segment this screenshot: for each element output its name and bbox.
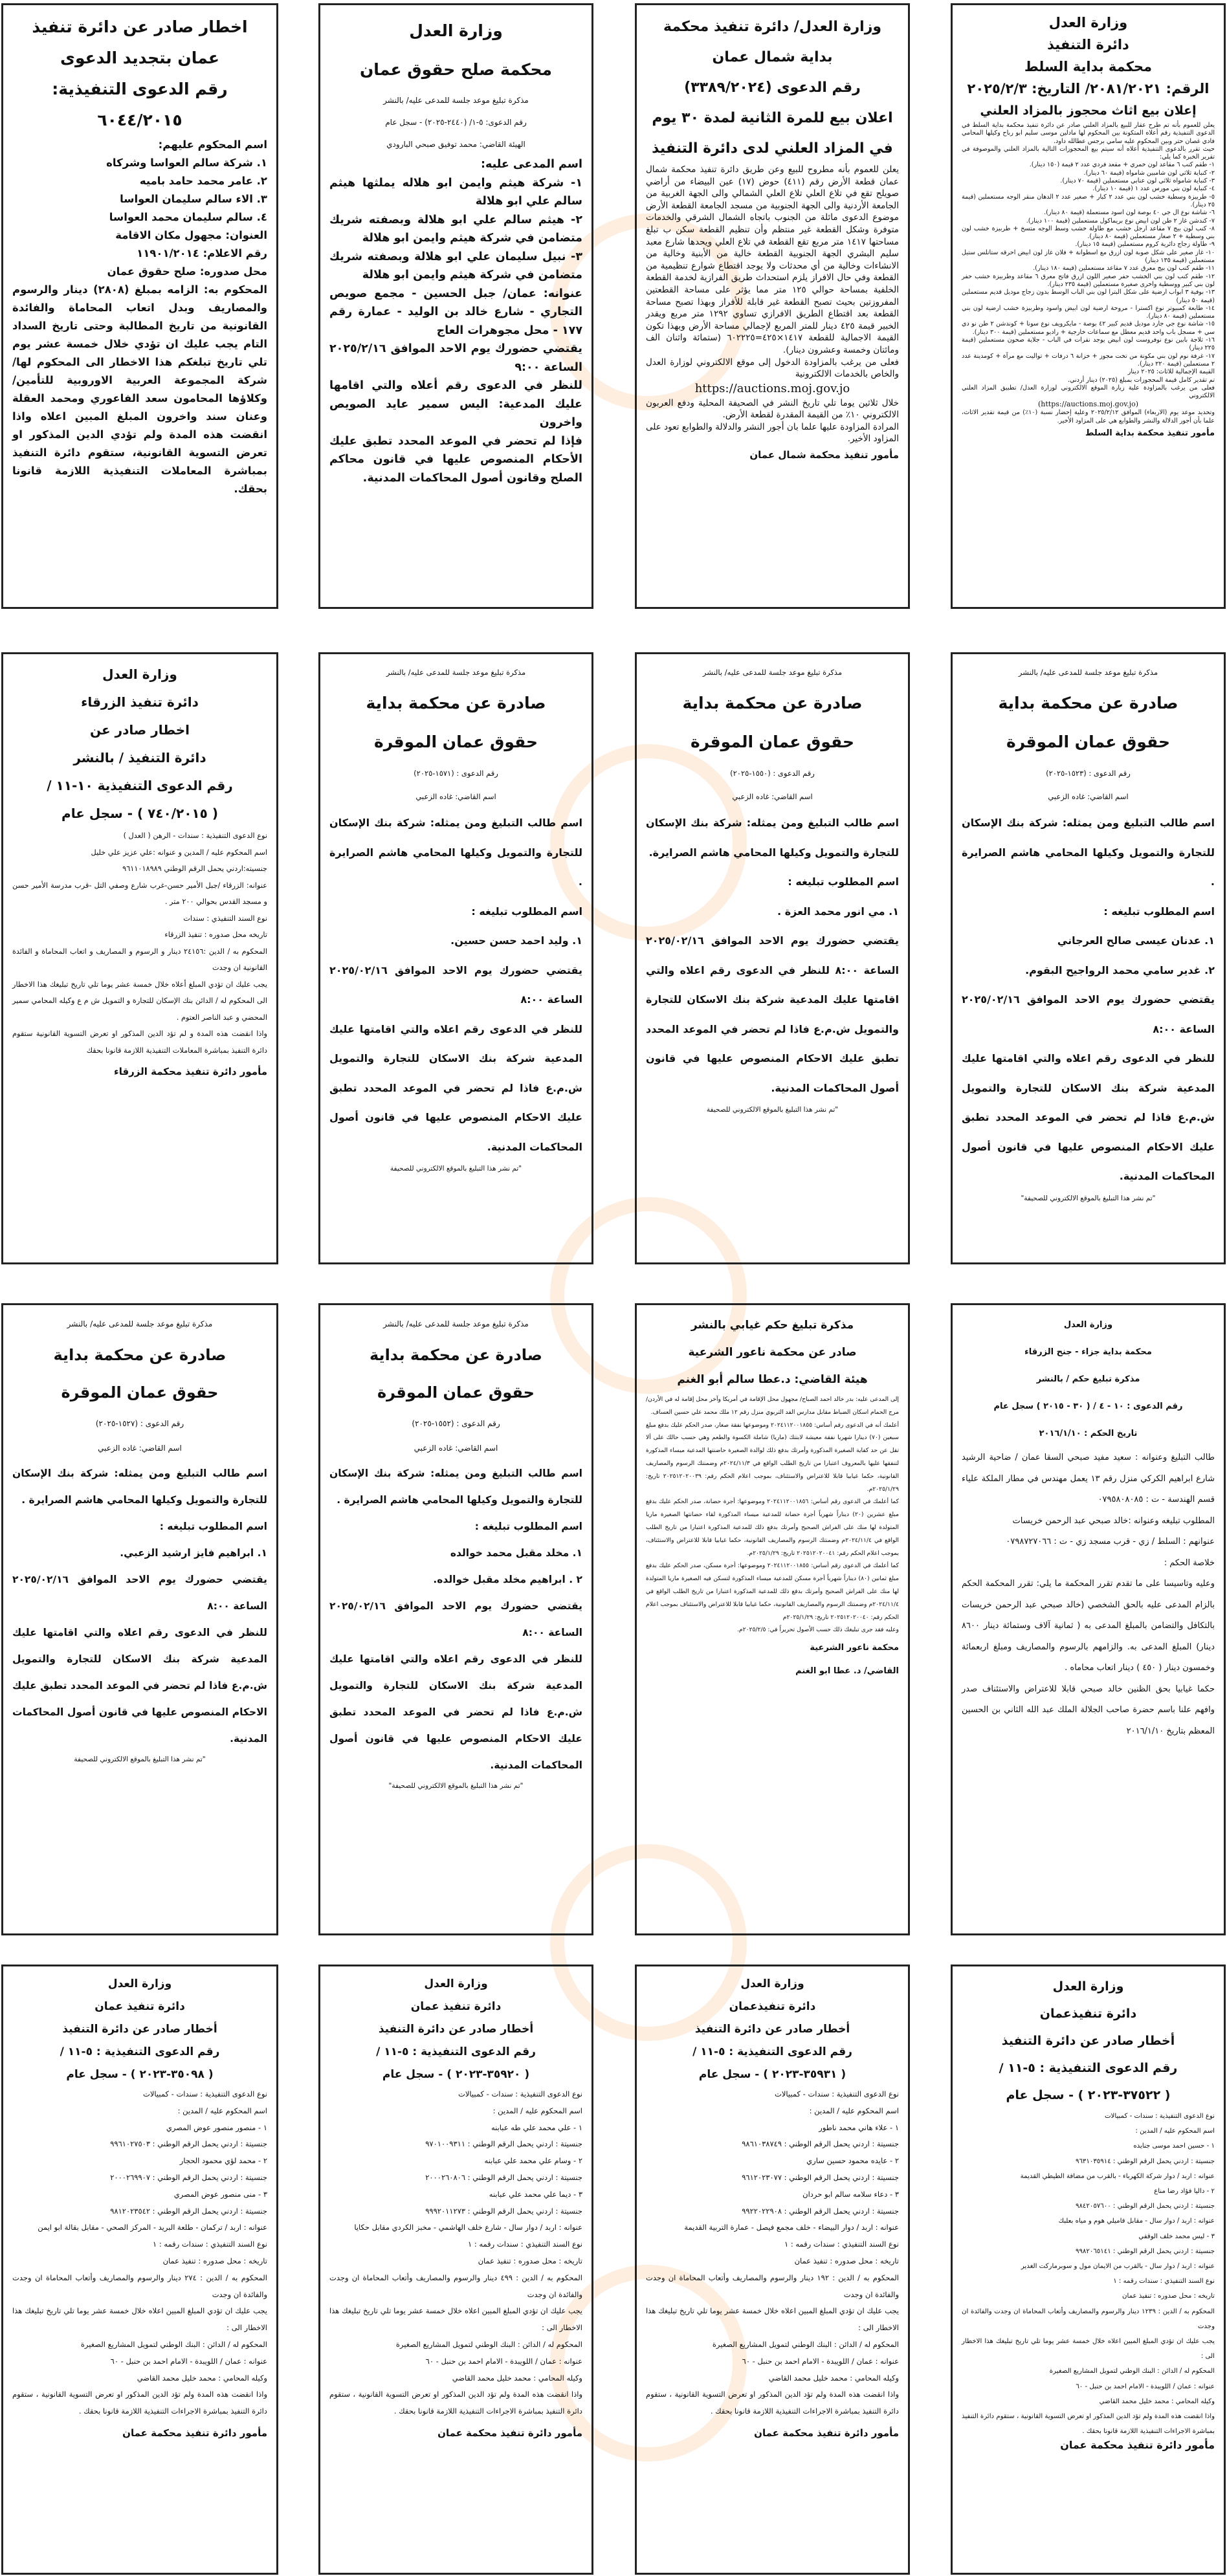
notice-paragraph: وكيله المحامي : محمد خليل محمد القاضي — [1099, 2397, 1215, 2405]
notice-meta: اسم القاضي: غاده الزعبي — [732, 792, 813, 801]
notice-heading: رقم الدعوى التنفيذية : ٥-١١ / — [376, 2045, 536, 2058]
notice-paragraph: للنظر في الدعوى رقم اعلاه والتي اقامتها عليك المدعية شركة بنك الاسكان للتجارة والتمويل ش.م.ع فاذا لم تحضر في الموعد المحدد تطبق عليك الاحكام المنصوص عليها في قانون أصول المحاكمات المدنية. — [12, 1627, 267, 1745]
publication-note: "تم نشر هذا التبليغ بالموقع الالكتروني للصحيفة — [74, 1756, 206, 1763]
notice-paragraph: جنسيتة : اردني يحمل الرقم الوطني : ٢٠٠٠٢٦٩٩٠٧ — [110, 2172, 267, 2182]
legal-notice — [318, 3, 593, 609]
notice-paragraph: المحكوم له / الدائن : البنك الوطني لتمويل المشاريع الصغيرة — [80, 2339, 267, 2349]
notice-paragraph: المحكوم له / الدائن : البنك الوطني لتمويل المشاريع الصغيرة — [712, 2339, 899, 2349]
notice-paragraph: اسم المطلوب تبليغه : — [159, 1521, 267, 1532]
notice-paragraph: واذا انقضت هذه المدة ولم تؤد الدين المذكور او تعرض التسوية القانونية ، ستقوم دائرة التنفيذ بمباشرة الاجراءات التنفيذية اللازمة قانونا بحقك . — [962, 2413, 1215, 2436]
notice-heading: رقم الدعوى التنفيذية: — [52, 80, 228, 98]
notice-meta: مذكرة تبليغ موعد جلسة للمدعى عليه/ بالنشر — [67, 1319, 213, 1328]
notice-heading: دائرة التنفيذ — [1047, 37, 1129, 52]
notice-heading: حقوق عمان الموقرة — [1006, 732, 1171, 751]
notice-paragraph: ٢ . ابراهيم مخلد مقبل خوالده. — [433, 1574, 582, 1585]
legal-notice — [1, 3, 278, 609]
notice-subheading: تاريخ الحكم : ٢٠١٦/١/١٠ — [1039, 1429, 1138, 1438]
notice-paragraph: ٣ - دعاء سلامه سالم ابو حردان — [802, 2189, 899, 2199]
notice-paragraph: فإذا لم تحضر في الموعد المحدد تطبق عليك الأحكام المنصوص عليها في قانون محاكم الصلح وقانون أصول المحاكمات المدنية. — [329, 434, 582, 485]
notice-heading: في المزاد العلني لدى دائرة التنفيذ — [652, 140, 893, 157]
notice-signature: مأمور تنفيذ محكمة بداية السلط — [1085, 428, 1215, 438]
notice-paragraph: ١ - منصور منصور عوض المصري — [166, 2122, 267, 2132]
notice-paragraph: جنسيتة : اردني يحمل الرقم الوطني : ٩٦٣١٠٣٥٩١٤ — [1075, 2157, 1215, 2165]
notice-meta: رقم الدعوى : (١٥٥٠-٢٠٢٥) — [730, 769, 815, 778]
notice-meta: مذكرة تبليغ موعد جلسة للمدعى عليه/ بالنشر — [383, 96, 529, 105]
publication-note: "تم نشر هذا التبليغ بالموقع الالكتروني للصحيفة" — [1021, 1194, 1156, 1202]
notice-paragraph: ٩- طاولة زجاج دائرية كروم مستعملين (قيمة ١٥ دينار). — [1075, 241, 1215, 248]
notice-paragraph: نوع السند التنفيذي : سندات رقمه : ١ — [1113, 2278, 1215, 2285]
notice-heading: الرقم: ٢٠٨١/٢٠٢١/ التاريخ: ٢٠٢٥/٢/٣ — [967, 81, 1210, 96]
notice-paragraph: نوع السند التنفيذي : سندات رقمه : ١ — [153, 2240, 267, 2249]
notice-paragraph: اسم طالب التبليغ ومن يمثله: شركة بنك الإسكان للتجارة والتمويل وكيلها المحامي هاشم الصرايرة . — [329, 1468, 582, 1506]
notice-meta: مذكرة تبليغ موعد جلسة للمدعى عليه/ بالنشر — [702, 668, 843, 677]
notice-subheading: مذكرة تبليغ حكم / بالنشر — [1036, 1374, 1140, 1384]
notice-paragraph: اسم المطلوب تبليغه : — [1103, 905, 1215, 918]
notice-signature: محكمة ناعور الشرعية — [810, 1643, 899, 1653]
notice-paragraph: يعلن للعموم بأنه مطروح للبيع وعن طريق دائرة تنفيذ محكمة شمال عمان قطعة الأرض رقم (٤١١) حوض (١٧) عين البيضاء من أراضي صويلح تقع في تلاع العلي تلاع العلي الشمالي والى الجهة الغربية من الجامعة الأردنية والى الجهة الجنوبية من مسجد الجامعة القطعة الأرض موضوع الدعوى مائلة من الجنوب باتجاه الشمال الشرقي والخدمات متوفرة وشكل القطعة غير منتظم وأن تنظيم القطعة سكن ب تبلغ مساحتها ١٤١٧ متر مربع تقع القطعة في تلاع العلي ويحدها شارع معبد سليم البشري الجهة الجنوبية القطعة خالية من الأبنية وخالية من الانشاءات وخالية من أي محدثات ولا يوجد اقتطاع شوارع تنظيمية من القطعة وفي حال الافراز يلزم استحداث طريق الفرازية لخدمة القطعة الخلفية بمساحة حوالي ١٢٥ متر مما يؤثر على مساحة القطعتين المفروزتين بحيث تصبح القطعة غير قابلة للأفراز وبهذا تصبح مساحة القطعة بعد اقتطاع الطريق الافرازي تساوي ١٢٩٢ متر مربع ويقدر الخبير قيمة ٤٢٥ دينار للمتر المربع لإجمالي مساحة الأرض وبهذا تكون القيمة الاجمالية للقطعة ١٤١٧×٤٢٥=٦٠٢٢٢٥ (ستمائة واثنان الف ومائتان وخمسة وعشرون دينار). — [646, 164, 900, 355]
notice-paragraph: ١ - حسين احمد موسى جنايده — [1133, 2142, 1215, 2150]
legal-notice — [318, 1965, 593, 2575]
notice-paragraph: العنوان: مجهول مكان الاقامة — [115, 229, 267, 241]
notice-paragraph: جنسيتة : اردني يحمل الرقم الوطني : ٩٨١٢٠٢٣٥٤٢ — [110, 2206, 267, 2216]
notice-heading: أخطار صادر عن دائرة التنفيذ — [378, 2023, 534, 2036]
notice-paragraph: ١٥- شاشة نوع جي جارد موديل قديم كبير ٤٢ بوصة - مايكرويف نوع سونا + كوندشن ٢ طن نو دي سي + مسجل باب واحد قديم معطل مع سماعات خارجية + راديو مستعملين (قيمة ٣٠٠ دينار). — [962, 320, 1215, 336]
notice-heading: وزارة العدل — [102, 666, 177, 682]
notice-paragraph: يجب عليك ان تؤدي المبلغ المبين اعلاه خلال خمسة عشر يوما تلي تاريخ تبليغك هذا الاخطار الى : — [329, 2306, 582, 2333]
notice-paragraph: وكيله المحامي : محمد خليل محمد القاضي — [452, 2373, 582, 2383]
notice-paragraph: عنوانه : اربد / تركمان - طلعة البريد - المركز الصحي - مقابل بقالة ابو ايمن — [38, 2223, 267, 2232]
notice-signature: مأمور دائرة تنفيذ محكمة الزرقاء — [114, 1066, 267, 1077]
notice-paragraph: يجب عليك ان تؤدي المبلغ المبين اعلاه خلال خمسة عشر يوما تلي تاريخ تبليغك هذا الاخطار الى : — [962, 2338, 1215, 2361]
notice-paragraph: نوع الدعوى التنفيذية : سندات - كمبيالات — [775, 2089, 899, 2098]
notice-paragraph: نوع السند التنفيذي : سندات رقمه : ١ — [468, 2240, 582, 2249]
notice-paragraph: المحكوم به / الدين : ١٩٢ دينار والرسوم والمصاريف وأتعاب المحاماة ان وجدت والفائدة ان وجدت — [646, 2273, 899, 2299]
notice-paragraph: ٣ - منى منصور عوض المصري — [173, 2189, 267, 2199]
notice-paragraph: اسم المحكوم عليه / المدين : — [809, 2106, 899, 2115]
notice-heading: اعلان بيع للمرة الثانية لمدة ٣٠ يوم — [652, 110, 893, 126]
notice-meta: رقم الدعوى : (١٥٢٣-٢٠٢٥) — [1046, 769, 1131, 778]
notice-signature: القاضي/ د. عطا ابو الغنم — [795, 1666, 899, 1677]
notice-meta: اسم القاضي: غاده الزعبي — [1048, 792, 1129, 801]
notice-paragraph: وعليه وتاسيسا على ما تقدم تقرر المحكمة ما يلي: تقرر المحكمة الحكم بالزام المدعى عليه بالحق الشخصي (خالد صبحي عبد الرحمن خريسات بالتكافل والتضامن بالمبلغ المدعى به ( ثمانية آلاف وستمائة دينار ٨٦٠٠ دينار) المبلغ المدعى به. والزامهم بالرسوم والمصاريف ومبلغ اربعمائة وخمسون دينار ( ٤٥٠ ) دينار اتعاب محاماه . — [962, 1579, 1215, 1673]
notice-heading: صادرة عن محكمة بداية — [370, 1346, 542, 1364]
notice-heading: دائرة تنفيذعمان — [1039, 2007, 1137, 2021]
notice-meta: اسم القاضي: غاده الزعبي — [98, 1444, 182, 1453]
notice-paragraph: اسم المحكوم عليه / المدين : — [492, 2106, 582, 2115]
notice-paragraph: ٣. الاء سالم سليمان العواسا — [120, 193, 267, 205]
notice-paragraph: جنسيتة : اردني يحمل الرقم الوطني : ٩٨٦١٠٣٨٧٤٩ — [742, 2139, 899, 2149]
notice-paragraph: ١. مخلد مقبل محمد خوالده — [450, 1547, 582, 1559]
notice-paragraph: تاريخه : محل صدوره : تنفيذ عمان — [794, 2256, 899, 2265]
notice-paragraph: اسم المحكوم عليهم: — [158, 138, 267, 151]
notice-paragraph: حكما غيابيا بحق الظنين خالد صبحي قابلا للاعتراض والاستئناف صدر وافهم علنا باسم حضرة صاحب الجلالة الملك عبد الله الثاني بن الحسين المعظم بتاريخ ٢٠١٦/١/١٠ — [962, 1684, 1215, 1736]
notice-meta: رقم الدعوى: ٥-١/ (٢٤٤٠-٢٠٢٥) - سجل عام — [385, 118, 527, 127]
notice-paragraph: ٢ - محمد لؤي محمود الحجار — [179, 2156, 267, 2166]
legal-notice — [318, 652, 593, 1264]
legal-notice — [951, 1303, 1226, 1935]
legal-notice — [635, 1303, 910, 1935]
notice-heading: دائرة التنفيذ / بالنشر — [73, 750, 206, 765]
notice-meta: مذكرة تبليغ موعد جلسة للمدعى عليه/ بالنشر — [1018, 668, 1158, 677]
notice-paragraph: إلى المدعى عليه: بدر خالد احمد الصباح/ مجهول محل الإقامة في أمريكا وآخر محل إقامة له في الأردن/ مرج الحمام اسكان الضباط مقابل مدارس الفد التربوي منزل رقم ١٢ ملك محمد علي حسين العساف. — [646, 1396, 899, 1416]
notice-paragraph: ١. ابراهيم فايز ارشيد الزعبي. — [120, 1547, 267, 1559]
notice-paragraph: تاريخه محل صدوره : تنفيذ الزرقاء — [164, 930, 267, 939]
notice-subheading: وزارة العدل — [1063, 1320, 1113, 1330]
legal-notice — [951, 1965, 1226, 2575]
notice-paragraph: ١. شركة سالم العواسا وشركاه — [106, 157, 267, 169]
notice-heading: صادرة عن محكمة بداية — [682, 694, 863, 712]
notice-paragraph: ٧- كندشن غاز ٢ طن لون ابيض نوع بريماكول مستعملين (قيمة ١٠٠ دينار). — [1026, 217, 1215, 225]
notice-heading: وزارة العدل — [740, 1977, 804, 1990]
notice-paragraph: عنوانه : اربد / دوار سال - مقابل فاميلي هوم و مياه بعلبك — [1058, 2218, 1215, 2225]
notice-heading: دائرة تنفيذ عمان — [410, 2000, 502, 2013]
notice-paragraph: واذا انقضت هذه المدة ولم تؤد الدين المذكور او تعرض التسوية القانونية ، ستقوم دائرة التنفيذ بمباشرة الاجراءات التنفيذية اللازمة قانونا بحقك . — [12, 2390, 267, 2416]
publication-note: "تم نشر هذا التبليغ بالموقع الالكتروني للصحيفة — [390, 1165, 522, 1172]
notice-paragraph: ١ - علاء هاني محمد ناطور — [819, 2122, 899, 2132]
notice-paragraph: وكيله المحامي : محمد خليل محمد القاضي — [768, 2373, 899, 2383]
notice-paragraph: ١. وليد احمد حسن حسين. — [450, 934, 582, 947]
notice-heading: وزارة العدل — [1052, 1979, 1124, 1994]
notice-paragraph: المرادة المزاودة عليها علما بان أجور النشر والدلالة والطوابع تعود على المزاود الأخير. — [646, 421, 899, 445]
notice-paragraph: يجب عليك ان تؤدي المبلغ أعلاه خلال خمسة عشر يوما تلي تاريخ تبليغك هذا الاخطار الى المحكوم له / الدائن بنك الإسكان للتجارة و التمويل ش م ع وكيله المحامي سمير المحضي و عبد الناصر العتوم . — [12, 980, 267, 1022]
notice-paragraph: وعليه فقد جرى تبليغك ذلك حسب الأصول تحريراً في: ٢٠٢٥/٢/٥م. — [737, 1626, 899, 1634]
notice-paragraph: للنظر في الدعوى رقم أعلاه والتي اقامها عليك المدعية: اليس سمير عايد الصويص واخرون — [329, 379, 582, 429]
auction-link[interactable]: (https://auctions.moj.gov.jo) — [1038, 400, 1138, 409]
notice-paragraph: ٣- نبيل سليمان علي ابو هلالة وبصفته شريك متضامن في شركة هيثم وايمن ابو هلالة — [329, 250, 582, 281]
notice-meta: اسم القاضي: غاده الزعبي — [415, 792, 496, 801]
notice-paragraph: ٢- كنباية ثلاثي لون شامبين شامواه (قيمة ٦٠ دينار). — [1083, 169, 1215, 177]
notice-heading: ( ٣٧٥٢٢-٢٠٢٣ ) - سجل عام — [1006, 2088, 1171, 2102]
notice-paragraph: تم تقدير كامل قيمة المحجوزات بمبلغ (٢٠٢٥) دينار أردني. — [1067, 376, 1215, 384]
notice-heading: رقم الدعوى التنفيذية : ٥-١١ / — [60, 2045, 220, 2058]
notice-paragraph: جنسيتة : اردني يحمل الرقم الوطني : ٩٦١٢٠٢٣٠٧٧ — [742, 2172, 899, 2182]
notice-signature: مأمور دائرة تنفيذ محكمة عمان — [1060, 2439, 1215, 2452]
notice-paragraph: كما أعلمك في الدعوى رقم أساس: ٢٠٢٤١١٢٠٠١٨٥٥ وموضوعها: أجرة مسكن، صدر الحكم عليك بدفع مبلغ ثمانين (٨٠) ديناراً شهرياً أجرة مسكن للمدعية ميساء المذكورة لتسكن فيه الصغيرة ماريا المتولدة لها منك على الفراش الصحيح وأمرتك بدفع ذلك للمدعية المذكورة اعتبارا من تاريخ الطلب الواقع في ٢٠٢٤/١١/٤م وضمنتك الرسوم والمصاريف القانونية، حكما غيابيا قابلا للاعتراض والاستئناف بموجب اعلام الحكم رقم: ٢٠٢٥١٢٠٢٠٠٤٠ تاريخ: ٢٠٢٥/١/٢٩م — [646, 1562, 899, 1621]
legal-notice — [635, 652, 910, 1264]
notice-heading: حقوق عمان الموقرة — [373, 732, 538, 751]
notice-paragraph: اسم المطلوب تبليغه : — [474, 1521, 582, 1532]
notice-meta: رقم الدعوى : (١٥٥٢-٢٠٢٥) — [412, 1419, 500, 1428]
notice-heading: ( ٧٤٠/٢٠١٥ ) - سجل عام — [61, 806, 218, 821]
notice-heading: دائرة تنفيذعمان — [729, 2000, 816, 2013]
notice-paragraph: عنوانه: عمان/ جبل الحسين - مجمع صويص التجاري - شارع خالد بن الوليد - عمارة رقم ١٧٧ - محل مجوهرات العاج — [329, 287, 582, 337]
notice-heading: ( ٣٥٩٣١-٢٠٢٣ ) - سجل عام — [698, 2068, 846, 2081]
notice-heading: وزارة العدل — [424, 1977, 488, 1990]
notice-meta: الهيئة القاضي: محمد توفيق صبحي البارودي — [386, 140, 525, 149]
notice-paragraph: عنوانه : عمان / اللويبدة - الامام احمد بن حنبل - ٦٠ — [1076, 2383, 1215, 2390]
notice-signature: مأمور دائرة تنفيذ محكمة عمان — [754, 2427, 899, 2439]
notice-heading: وزارة العدل — [1048, 15, 1128, 30]
notice-paragraph: ١. مي انور محمد العزة . — [777, 905, 899, 918]
notice-paragraph: محل صدوره: صلح حقوق عمان — [107, 265, 267, 278]
notice-paragraph: يجب عليك ان تؤدي المبلغ المبين اعلاه خلال خمسة عشر يوما تلي تاريخ تبليغك هذا الاخطار الى : — [646, 2306, 899, 2333]
notice-heading: ٦٠٤٤/٢٠١٥ — [97, 111, 182, 129]
notice-paragraph: للنظر في الدعوى رقم اعلاه والتي اقامتها عليك المدعية شركة بنك الاسكان للتجارة والتمويل ش.م.ع فاذا لم تحضر في الموعد المحدد تطبق عليك الاحكام المنصوص عليها في قانون أصول المحاكمات المدنية. — [329, 1022, 582, 1153]
notice-paragraph: ٤. سالم سليمان محمد العواسا — [109, 211, 267, 223]
notice-paragraph: اسم المطلوب تبليغه : — [788, 875, 899, 888]
notice-paragraph: طالب التبليغ وعنوانه : سعيد مفيد صبحي السقا عمان / ضاحية الرشيد شارع ابراهيم الكركي منزل رقم ١٣ يعمل مهندس في مطار الملكة علياء قسم الهندسة - ت : ٠٧٩٥٨٠٨٠٨٥ — [962, 1453, 1215, 1504]
notice-paragraph: للنظر في الدعوى رقم اعلاه والتي اقامتها عليك المدعية شركة بنك الاسكان للتجارة والتمويل ش.م.ع فاذا لم تحضر في الموعد المحدد تطبق عليك الاحكام المنصوص عليها في قانون أصول المحاكمات المدنية. — [962, 1052, 1215, 1182]
notice-paragraph: يقتضي حضورك يوم الاحد الموافق ٢٠٢٥/٢/١٦ الساعة ٩:٠٠ — [329, 342, 582, 374]
auction-link[interactable]: https://auctions.moj.gov.jo — [694, 381, 850, 395]
notice-heading: ( ٣٥٩٢٠-٢٠٢٣ ) - سجل عام — [382, 2068, 530, 2081]
notice-paragraph: ٢ - داليا فؤاد رضا مناع — [1154, 2188, 1215, 2196]
notice-paragraph: المحكوم به / الدين : ١٢٣٩ دينار والرسوم والمصاريف وأتعاب المحاماة ان وجدت والفائدة ان وجدت — [962, 2307, 1215, 2330]
notice-paragraph: ١. عدنان عيسى صالح العرجاني — [1057, 934, 1215, 947]
notice-heading: أخطار صادر عن دائرة التنفيذ — [694, 2023, 850, 2036]
notice-heading: أخطار صادر عن دائرة التنفيذ — [62, 2023, 217, 2036]
notice-paragraph: المطلوب تبليغه وعنوانه :خالد صبحي عبد الرحمن خريسات — [1012, 1515, 1215, 1526]
notice-paragraph: ١٤- طابعة كمبيوتر نوع اكسترا - مروحة ارضية لون ابيض واسود وطربيزة خشب ارضية لون بني مستعملين (قيمة ٨٠ دينار). — [962, 304, 1215, 320]
notice-heading: وزارة العدل — [107, 1977, 172, 1990]
notice-paragraph: اسم طالب التبليغ ومن يمثله: شركة بنك الإسكان للتجارة والتمويل وكيلها المحامي هاشم الصرايرة . — [329, 817, 582, 888]
notice-heading: محكمة صلح حقوق عمان — [359, 60, 553, 79]
notice-paragraph: للنظر في الدعوى رقم اعلاه والتي اقامتها عليك المدعية شركة بنك الاسكان للتجارة والتمويل ش.م.ع فاذا لم تحضر في الموعد المحدد تطبق عليك الاحكام المنصوص عليها في قانون أصول المحاكمات المدنية. — [329, 1653, 582, 1771]
publication-note: "تم نشر هذا التبليغ بالموقع الالكتروني للصحيفة" — [388, 1782, 524, 1790]
notice-heading: اخطار صادر عن دائرة تنفيذ — [32, 17, 248, 36]
notice-paragraph: يقتضي حضورك يوم الاحد الموافق ٢٠٢٥/٠٢/١٦ الساعة ٨:٠٠ — [329, 1600, 582, 1638]
notice-paragraph: يجب عليك ان تؤدي المبلغ المبين اعلاه خلال خمسة عشر يوما تلي تاريخ تبليغك هذا الاخطار الى : — [12, 2306, 267, 2333]
notice-meta: اسم القاضي: غاده الزعبي — [414, 1444, 498, 1453]
notice-heading: اخطار صادر عن — [90, 722, 190, 738]
notice-paragraph: ٣- كنباية شامواه ثلاثي لون عنابي مستعملين (قيمة ٧٠ دينار). — [1060, 177, 1215, 185]
notice-heading: صادر عن محكمة ناعور الشرعية — [688, 1346, 857, 1359]
notice-paragraph: اسم طالب التبليغ ومن يمثله: شركة بنك الإسكان للتجارة والتمويل وكيلها المحامي هاشم الصرايرة . — [12, 1468, 267, 1506]
notice-paragraph: عنوانه : اربد / دوار سال - شارع خلف الهاشمي - مخبز الكردي مقابل حكايا — [354, 2223, 582, 2232]
notice-meta: رقم الدعوى : (١٥٢٧-٢٠٢٥) — [95, 1419, 184, 1428]
notice-paragraph: تاريخه : محل صدوره : تنفيذ عمان — [162, 2256, 267, 2265]
notice-paragraph: جنسيتة : اردني يحمل الرقم الوطني : ٩٩٢٢٠٢٢٩٠٨ — [742, 2206, 899, 2216]
notice-paragraph: اسم المدعى عليه: — [480, 158, 582, 171]
notice-meta: مذكرة تبليغ موعد جلسة للمدعى عليه/ بالنشر — [386, 668, 526, 677]
notice-paragraph: اسم طالب التبليغ ومن يمثله: شركة بنك الإسكان للتجارة والتمويل وكيلها المحامي هاشم الصرايرة . — [962, 817, 1215, 888]
notice-paragraph: المحكوم به: الزامه بمبلغ (٢٨٠٨) دينار والرسوم والمصاريف وبدل اتعاب المحاماة والفائدة القانونية من تاريخ المطالبة وحتى تاريخ السداد التام يجب عليك ان تؤدي خلال خمسة عشر يوم تلي تاريخ تبلغكم هذا الاخطار الى المحكوم لها/ شركة المجموعة العربية الاوروبية للتأمين/ وكلاؤها المحامون سعد الفاعوري ومحمد العقلة وعنان سند واخرون المبلغ المبين اعلاه واذا انقضت هذه المدة ولم تؤدي الدين المذكور او تعرض التسوية القانونية، ستقوم دائرة التنفيذ بمباشرة المعاملات التنفيذية اللازمة قانونا بحقك. — [12, 283, 267, 495]
notice-paragraph: ٥- طربيزة وسطية خشب لون بني عدد ٢ كبار + صغير عدد ٢ الدهان منقر الوجه مستعملين (قيمة ٢٥ دينار). — [962, 193, 1215, 208]
notice-paragraph: المحكوم به / الدين : ٤٩٩ دينار والرسوم والمصاريف وأتعاب المحاماة ان وجدت والفائدة ان وجدت — [329, 2273, 582, 2299]
notice-heading: صادرة عن محكمة بداية — [998, 694, 1178, 712]
notice-paragraph: جنسيتة : اردني يحمل الرقم الوطني : ٩٧٠١٠٠٩٣١١ — [425, 2139, 582, 2149]
notice-heading: دائرة تنفيذ عمان — [94, 2000, 185, 2013]
notice-paragraph: واذا انقضت هذه المدة ولم تؤد الدين المذكور او تعرض التسوية القانونية ، ستقوم دائرة التنفيذ بمباشرة الاجراءات التنفيذية اللازمة قانونا بحقك . — [646, 2390, 899, 2416]
notice-paragraph: عنوانه : عمان / اللويبدة - الامام احمد بن حنبل - ٦٠ — [110, 2356, 267, 2366]
notice-paragraph: يقتضي حضورك يوم الاحد الموافق ٢٠٢٥/٠٢/١٦ الساعة ٨:٠٠ — [12, 1574, 267, 1612]
notice-paragraph: جنسيتة : اردني يحمل الرقم الوطني : ٩٩٨٢٠٦٥١٤١ — [1075, 2247, 1215, 2255]
notice-paragraph: عنوانه : اربد / دوار سال - بالقرب من الايمان مول و سوبرماركت الغدير — [1021, 2263, 1215, 2271]
notice-paragraph: خلاصة الحكم : — [1164, 1558, 1215, 1568]
notice-paragraph: ١٧- غرفة نوم لون بني مكونة من تخت مجوز + خزانة ٦ درفات + تواليت مع مرآة + كومدينة عدد ٢ مستعملين (قيمة ٢٢٠ دينار). — [962, 352, 1215, 368]
legal-notice — [1, 652, 278, 1264]
notice-paragraph: تاريخه : محل صدوره : تنفيذ عمان — [1122, 2293, 1215, 2300]
notice-paragraph: جنسيتة : اردني يحمل الرقم الوطني : ٢٠٠٠٢٦٠٨٠٦ — [425, 2172, 582, 2182]
notice-paragraph: تاريخه : محل صدوره : تنفيذ عمان — [478, 2256, 582, 2265]
notice-signature: مأمور دائرة تنفيذ محكمة عمان — [437, 2427, 582, 2439]
notice-paragraph: القيمة الإجمالية للاثاث: ٢٠٢٥ دينار — [1127, 368, 1215, 376]
notice-heading: صادرة عن محكمة بداية — [366, 694, 546, 712]
legal-notice — [951, 652, 1226, 1264]
notice-heading: رقم الدعوى التنفيذية : ٥-١١ / — [999, 2061, 1178, 2075]
notice-heading: حقوق عمان الموقرة — [61, 1383, 219, 1402]
notice-paragraph: المحكوم به / الدين :٢٤١٥٦ دينار و الرسوم و المصاريف و اتعاب المحاماة و الفائدة القانونية ان وجدت — [12, 947, 268, 972]
notice-paragraph: جنسيتة : اردني يحمل الرقم الوطني : ٩٩٦١٠٢٧٥٠٣ — [110, 2139, 267, 2149]
notice-paragraph: المحكوم به / الدين : ٢٧٤ دينار والرسوم والمصاريف وأتعاب المحاماة ان وجدت والفائدة ان وجدت — [12, 2273, 267, 2299]
notice-paragraph: نوع الدعوى التنفيذية : سندات - كمبيالات — [458, 2089, 582, 2098]
notice-subheading: محكمة بداية جزاء - جنح الزرقاء — [1024, 1347, 1152, 1357]
notice-paragraph: كما أعلمك في الدعوى رقم أساس: ٢٠٢٤١١٢٠٠١٨٥٦ وموضوعها: أجرة حضانة، صدر الحكم عليك بدفع مبلغ عشرين (٢٠) ديناراً شهرياً أجرة حضانة للمدعية ميساء المذكورة لقاء حضانتها الصغيرة ماريا المتولدة لها منك على الفراش الصحيح وأمرتك بدفع ذلك للمدعية المذكورة اعتبارا من تاريخ الطلب الواقع في ٢٠٢٤/١١/٤م وضمنتك الرسوم والمصاريف القانونية، حكما غيابيا قابلا للاعتراض والاستئناف، بموجب اعلام الحكم رقم: ٢٠٢٥١٢٠٢٠٠٤١ تاريخ: ٢٠٢٥/١/٢٩م. — [646, 1498, 899, 1557]
notice-paragraph: واذا انقضت هذه المدة ولم تؤد الدين المذكور او تعرض التسوية القانونية ، ستقوم دائرة التنفيذ بمباشرة الاجراءات التنفيذية اللازمة قانونا بحقك . — [329, 2390, 582, 2416]
notice-paragraph: عنوانه : اربد / دوار البيضاء - خلف مجمع فيصل - عمارة التربية القديمة — [684, 2223, 899, 2232]
notice-paragraph: ١٦- ثلاجة بابين نوع نوفروست لون ابيض يوجد نقرات في الباب - جلاية صحون مستعملين (قيمة ٢٢٥ دينار) — [962, 336, 1215, 352]
notice-paragraph: عنوانه : عمان / اللويبدة - الامام احمد بن حنبل - ٦٠ — [425, 2356, 582, 2366]
notice-paragraph: واذا انقضت هذه المدة و لم تؤد الدين المذكور او تعرض التسوية القانونية ستقوم دائرة التنفيذ بمباشرة المعاملات التنفيذية اللازمة قانونا بحقك — [12, 1029, 267, 1055]
notice-paragraph: يعلن للعموم بأنه تم طرح عقار للبيع بالمزاد العلني صادر عن دائرة تنفيذ محكمة بداية السلط في الدعوى التنفيذية رقم أعلاه المتكونة بين المحكوم لها مادلين موسى سليم ابو رباح وكيلها المحامي فادي غصان حتر وبين المحكوم عليه سامي برجس عطالله داود. — [962, 122, 1215, 145]
notice-paragraph: يقتضي حضورك يوم الاحد الموافق ٢٠٢٥/٠٢/١٦ الساعة ٨:٠٠ للنظر في الدعوى رقم اعلاه والتي اقامتها عليك المدعية شركة بنك الاسكان للتجارة والتمويل ش.م.ع فاذا لم تحضر في الموعد المحدد تطبق عليك الاحكام المنصوص عليها في قانون أصول المحاكمات المدنية. — [646, 934, 900, 1094]
notice-heading: هيئة القاضي: د.عطا سالم أبو الغنم — [677, 1373, 868, 1386]
notice-paragraph: خلال ثلاثين يوما تلي تاريخ النشر في الصحيفة المحلية ودفع العربون الالكتروني ١٠٪ من القيمة المقدرة لقطعة الأرض. — [646, 397, 899, 421]
notice-paragraph: اسم المحكوم عليه / المدين و عنوانه :علي عزيز علي خليل — [91, 848, 267, 857]
notice-paragraph: اسم المحكوم عليه / المدين : — [1135, 2128, 1215, 2135]
notice-paragraph: جنسيتة : اردني يحمل الرقم الوطني : ٩٩٩٢٠١١٢٧٣ — [425, 2206, 582, 2216]
notice-paragraph: اسم المطلوب تبليغه : — [471, 905, 582, 918]
notice-heading: صادرة عن محكمة بداية — [53, 1346, 227, 1364]
notice-paragraph: ٢- هيثم سالم علي ابو هلالة وبصفته شريك متضامن في شركة هيثم وايمن ابو هلالة — [329, 213, 582, 245]
publication-note: "تم نشر هذا التبليغ بالموقع الالكتروني للصحيفة — [706, 1106, 839, 1114]
notice-subheading: إعلان بيع اثاث محجوز بالمزاد العلني — [980, 104, 1197, 118]
notice-paragraph: أعلمك أنه في الدعوى رقم أساس: ٢٠٢٤١١٢٠٠١٨٥٥ وموضوعها نفقة صغار، صدر الحكم عليك بدفع مبلغ سبعين (٧٠) دينارا شهريا نفقة معيشة لابنتك (ماريا) شاملة الكسوة والطعم وهي حسب حالك على ألا تقل عن حد كفاية الصغيرة المذكورة وأمرتك بدفع ذلك لوالدة الصغيرة حاضنتها المدعية ميساء المذكورة لتنفقها عليها بالمعروف اعتبارا من تاريخ الطلب الواقع في ٢٠٢٤/١١/٣م وضمنتك الرسوم والمصاريف القانونية، حكما غيابيا قابلا للاعتراض والاستئناف، بموجب اعلام الحكم رقم: ٢٠٢٥١٢٠٢٠٠٣٩ تاريخ: ٢٠٢٥/١/٢٩م. — [646, 1421, 899, 1493]
notice-paragraph: ٢ - عايده محمود حسين ساري — [806, 2156, 899, 2166]
notice-paragraph: جنسيته:اردني يحمل الرقم الوطني ٩٦١١٠١٨٩٨٩ — [122, 864, 267, 873]
notice-heading: رقم الدعوى التنفيذية ١٠-١١ / — [47, 778, 233, 793]
legal-notice — [635, 1965, 910, 2575]
notice-paragraph: ١- طقم كنب ٦ مقاعد لون خمري + مقعد فردي عدد ٢ قيمة (١٥٠ دينار). — [1029, 161, 1215, 169]
notice-paragraph: ١٢- طقم كنب لون بني الخشب حفر صغير اللون ازرق فاتح معرق ٦ مقاعد وطربيزة خشب حفر لون بني كبير ووسطية واخرى صغيرة مستعملين (قيمة ٢٣٥ دينار). — [962, 272, 1215, 288]
notice-paragraph: ١- شركة هيثم وايمن ابو هلاله يملثها هيثم سالم علي ابو هلالة — [329, 176, 582, 208]
notice-signature: مأمور دائرة تنفيذ محكمة عمان — [122, 2427, 267, 2439]
notice-heading: محكمة بداية السلط — [1024, 59, 1153, 74]
notice-paragraph: جنسيتة : اردني يحمل الرقم الوطني : ٩٨٤٢٠٥٧٦٠٠ — [1075, 2203, 1215, 2210]
notice-meta: مذكرة تبليغ موعد جلسة للمدعى عليه/ بالنشر — [383, 1319, 529, 1328]
notice-heading: ( ٣٥٠٩٨-٢٠٢٣ ) - سجل عام — [66, 2068, 214, 2081]
notice-paragraph: المحكوم له / الدائن : البنك الوطني لتمويل المشاريع الصغيرة — [395, 2339, 582, 2349]
notice-paragraph: ٢. عامر محمد حامد باميه — [139, 175, 267, 187]
notice-paragraph: عنوانهم : السلط / زي - قرب مسجد زي - ت : ٠٧٩٨٧٢٧٠٦٦ — [1006, 1537, 1215, 1547]
legal-notice — [1, 1303, 278, 1935]
notice-paragraph: عنوانه : اربد / دوار شركة الكهرباء - بالقرب من مضافة الطيطي القديمة — [1020, 2172, 1215, 2180]
notice-paragraph: ١٠- غاز صغير على شكل صوبة لون ازرق مع اسطوانة + فلان غاز لون ابيض احرقه ستانلس ستيل مستعملين (قيمة ١٣٥ دينار) — [962, 248, 1215, 265]
notice-heading: عمان بتجديد الدعوى — [60, 49, 219, 67]
notice-paragraph: وكيله المحامي : محمد خليل محمد القاضي — [137, 2373, 267, 2383]
notice-paragraph: عنوانه: الزرقاء /جبل الأمير حسن-غرب شارع وصفي التل -قرب مدرسة الأمير حسن و مسجد القدس بحوالي ٢٠٠ متر . — [12, 881, 267, 906]
notice-heading: أخطار صادر عن دائرة التنفيذ — [1001, 2034, 1175, 2048]
notice-paragraph: فعلى من يرغب بالمزاودة علية زيارة الموقع الالكتروني لوزارة العدل/ تطبيق المزاد العلني الالكتروني — [962, 384, 1215, 400]
notice-heading: وزارة العدل — [409, 21, 503, 40]
notice-paragraph: ٣ - ليس محمد خلف الوقفي — [1138, 2232, 1215, 2240]
notice-paragraph: ٤- كنباية لون بني مورس عدد ١ (قيمة ١٠ دينار). — [1092, 185, 1215, 193]
notice-heading: مذكرة تبليغ حكم غيابي بالنشر — [691, 1319, 854, 1332]
notice-paragraph: ٦- شاشة نوع ال جي ٤٠ بوصة لون اسود مستعملة (قيمة ٨٠ دينار). — [1044, 209, 1215, 217]
notice-subheading: رقم الدعوى : ١٠ - ٤ / ( ٣٠ - ٢٠١٥ ) سجل عام — [993, 1402, 1183, 1411]
notice-heading: وزارة العدل/ دائرة تنفيذ محكمة — [663, 19, 882, 35]
notice-heading: حقوق عمان الموقرة — [377, 1383, 535, 1402]
notice-paragraph: نوع السند التنفيذي : سندات رقمه : ١ — [784, 2240, 899, 2249]
notice-paragraph: ٣ - ديما علي محمد علي عبابنه — [489, 2189, 582, 2199]
notice-paragraph: ١١- طقم كنب لون بيج معرق عدد ٧ مقاعد مستعملين (قيمة ١٨٠ دينار). — [1033, 265, 1215, 272]
notice-paragraph: ١ - علي محمد علي طه عبابنه — [491, 2122, 582, 2132]
legal-notice — [951, 3, 1226, 609]
notice-paragraph: وتحديد موعد يوم (الاربعاء) الموافق ٢٠٢٥/٢/١٢ وعلية إحضار نسبة (١٠٪) من قيمة تقدير الاثاث، علما بأن أجور الدلالة والنشر والطوابع هي على المزاود الأخير. — [962, 409, 1215, 424]
notice-paragraph: يقتضي حضورك يوم الاحد الموافق ٢٠٢٥/٠٢/١٦ الساعة ٨:٠٠ — [329, 963, 582, 1006]
notice-paragraph: ١٣- بوفية ٣ ابواب ارضية على شكل البترا لون بني الباب الوسط بدون زجاج موديل قديم مستعملين (قيمة ٥٠ دينار) — [962, 289, 1215, 304]
notice-paragraph: ٢. غدير سامي محمد الرواجيح البقوم. — [1025, 963, 1215, 976]
notice-paragraph: عنوانه : عمان / اللويبدة - الامام احمد بن حنبل - ٦٠ — [742, 2356, 899, 2366]
notice-paragraph: فعلى من يرغب بالمزاودة الدخول إلى موقع الالكتروني لوزارة العدل والخاص بالخدمات الالكترونية — [646, 357, 899, 380]
notice-meta: رقم الدعوى : (١٥٧١-٢٠٢٥) — [414, 769, 498, 778]
legal-notice — [1, 1965, 278, 2575]
notice-paragraph: ٨- كنب لون بيج ٧ مقاعد ارجل خشب مع طاولة خشب وسط الوجه متسخ + طربيزة خشب لون بني وسطية + ٢ صغار مستعملين (قيمة ٨٠ دينار). — [962, 225, 1215, 241]
notice-paragraph: رقم الاعلام: ١١٩٠١/٢٠١٤ — [137, 247, 267, 259]
notice-paragraph: ٢ - وسام علي محمد علي عبابنه — [484, 2156, 582, 2166]
notice-paragraph: اسم طالب التبليغ ومن يمثله: شركة بنك الإسكان للتجارة والتمويل وكيلها المحامي هاشم الصرايرة. — [646, 817, 899, 859]
notice-paragraph: اسم المحكوم عليه / المدين : — [177, 2106, 267, 2115]
notice-heading: حقوق عمان الموقرة — [690, 732, 855, 751]
notice-heading: رقم الدعوى التنفيذية : ٥-١١ / — [692, 2045, 852, 2058]
legal-notice — [318, 1303, 593, 1935]
notice-paragraph: يقتضي حضورك يوم الاحد الموافق ٢٠٢٥/٠٢/١٦ الساعة ٨:٠٠ — [962, 993, 1215, 1035]
notice-paragraph: نوع الدعوى التنفيذية : سندات - كمبيالات — [1104, 2113, 1215, 2120]
notice-paragraph: نوع الدعوى التنفيذية : سندات - كمبيالات — [143, 2089, 267, 2098]
notice-paragraph: نوع الدعوى التنفيذية : سندات - الرهن ( العدل ) — [123, 831, 267, 840]
legal-notice — [635, 3, 910, 609]
notice-paragraph: حيث تقرر بالدعوى التنفيذية أعلاه أنه سيتم بيع المحجوزات التالية بالمزاد العلني والموصوفة في تقرير الخبرة كما يلي: — [962, 145, 1215, 161]
notice-paragraph: نوع السند التنفيذي : سندات — [183, 914, 267, 923]
notice-heading: بداية شمال عمان — [712, 49, 833, 65]
notice-heading: دائرة تنفيذ الزرقاء — [81, 694, 199, 710]
notice-signature: مأمور تنفيذ محكمة شمال عمان — [749, 449, 899, 461]
notice-paragraph: المحكوم له / الدائن : البنك الوطني لتمويل المشاريع الصغيرة — [1049, 2368, 1215, 2375]
notice-heading: رقم الدعوى (٣٣٨٩/٢٠٢٤) — [684, 80, 861, 96]
